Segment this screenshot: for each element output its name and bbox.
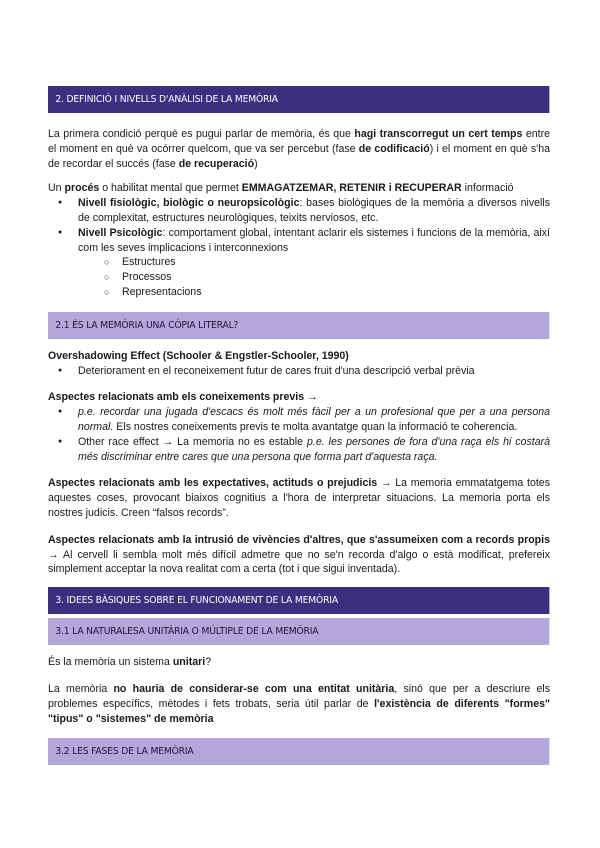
document-page xyxy=(48,86,550,765)
bold-run: de recuperació xyxy=(178,157,255,170)
section-heading-3-1: 3.1 LA NATURALESA UNITÀRIA O MÚLTIPLE DE LA MEMÒRIA xyxy=(48,618,550,645)
bold-run: unitari xyxy=(172,656,206,669)
paragraph-first-condition xyxy=(48,127,550,171)
text-run: → La memoria emmatatgema totes aquestes coses, provocant biaixos cognitius a l'hora de interpretar situacions. La memoria porta els nostres judicis. Creen “falsos records”. xyxy=(48,477,550,519)
list-item xyxy=(48,405,550,435)
paragraph-expectations xyxy=(48,476,550,520)
text-run: ) i el moment en què s'ha de recordar el succés (fase xyxy=(48,142,550,170)
question-unitary xyxy=(48,655,550,670)
text-run: entre el moment en què va ocórrer quelcom, que va ser percebut (fase xyxy=(48,128,550,155)
bold-run: Aspectes relacionats amb els coneixements previs → xyxy=(48,391,318,404)
levels-list xyxy=(48,196,550,300)
sub-list-item: ○ Estructures xyxy=(48,255,550,270)
text-run: ? xyxy=(205,656,212,669)
paragraph-intrusion xyxy=(48,533,550,577)
text-run: informació xyxy=(461,182,514,195)
section-heading-3-2: 3.2 LES FASES DE LA MEMÒRIA xyxy=(48,738,550,765)
previous-knowledge-list xyxy=(48,405,550,464)
text-run: : bases biològiques de la memòria a diversos nivells de complexitat, estructures neurològiques, teixits nerviosos, etc. xyxy=(78,197,551,224)
sub-list-item: ○ Representacions xyxy=(48,285,550,300)
bold-run: no hauria de considerar-se com una entitat unitària xyxy=(113,682,395,695)
text-run: Other race effect → La memoria no es estable xyxy=(78,435,307,448)
previous-knowledge-title xyxy=(48,390,550,405)
italic-run: p.e. les persones de fora d'una raça els hi costarà més discriminar entre cares que una persona que forma part d'aquesta raça. xyxy=(78,435,551,463)
bold-run: Overshadowing Effect (Schooler & Engstler-Schooler, 1990) xyxy=(48,349,349,362)
section-heading-2: 2. DEFINICIÓ I NIVELLS D'ANÀLISI DE LA MEMÒRIA xyxy=(48,86,550,113)
bold-run: Aspectes relacionats amb les expectatives, actituds o prejudicis xyxy=(48,477,378,490)
text-run: : comportament global, intentant aclarir els sistemes i funcions de la memòria, així com les seves implicacions i interconnexions xyxy=(78,226,550,254)
bold-run: Nivell fisiològic, biològic o neuropsicològic xyxy=(78,197,300,210)
text-run: Un xyxy=(48,182,65,195)
list-item xyxy=(48,226,550,256)
text-run: Els nostres coneixements previs te molta avantatge quan la informació te coherencia. xyxy=(113,420,518,433)
list-item xyxy=(48,196,550,226)
text-run: → Al cervell li sembla molt més difícil admetre que no se'n recorda d'algo o està modificat, prefereix simplement acceptar la nova realitat com a certa (tot i que sigui inventada). xyxy=(48,548,550,576)
text-run: , sinó que per a descriure els problemes específics, mètodes i fets trobats, seria útil parlar de xyxy=(48,682,551,710)
sub-list-item: ○ Processos xyxy=(48,270,550,285)
bold-run: l'existència de diferents "formes" "tipus" o "sistemes" de memòria xyxy=(48,697,551,725)
text-run: ) xyxy=(254,157,258,170)
section-heading-3: 3. IDEES BÀSIQUES SOBRE EL FUNCIONAMENT DE LA MEMÒRIA xyxy=(48,587,550,614)
text-run: La primera condició perquè es pugui parlar de memòria, és que xyxy=(48,128,355,140)
text-run: És la memòria un sistema xyxy=(48,656,173,669)
overshadowing-title xyxy=(48,349,550,364)
text-run: o habilitat mental que permet xyxy=(99,182,242,195)
list-item xyxy=(48,435,550,465)
section-heading-2-1: 2.1 ÉS LA MEMÒRIA UNA CÒPIA LITERAL? xyxy=(48,312,550,339)
bold-run: Nivell Psicològic xyxy=(78,226,163,239)
italic-run: p.e. recordar una jugada d'escacs és molt més fàcil per a un profesional que per a una persona normal. xyxy=(78,406,550,433)
paragraph-memory-systems xyxy=(48,682,550,726)
bold-run: Aspectes relacionats amb la intrusió de vivències d'altres, que s'assumeixen com a records propis xyxy=(48,533,550,546)
bold-run: de codificació xyxy=(358,142,430,155)
bold-run: procés xyxy=(64,182,100,195)
bold-run: EMMAGATZEMAR, RETENIR i RECUPERAR xyxy=(241,182,462,195)
bold-run: hagi transcorregut un cert temps xyxy=(354,128,523,140)
paragraph-process xyxy=(48,181,550,196)
overshadowing-list xyxy=(48,364,550,379)
list-item: ● Deteriorament en el reconeixement futur de cares fruit d'una descripció verbal prèvia xyxy=(48,364,550,379)
text-run: La memòria xyxy=(48,682,114,695)
